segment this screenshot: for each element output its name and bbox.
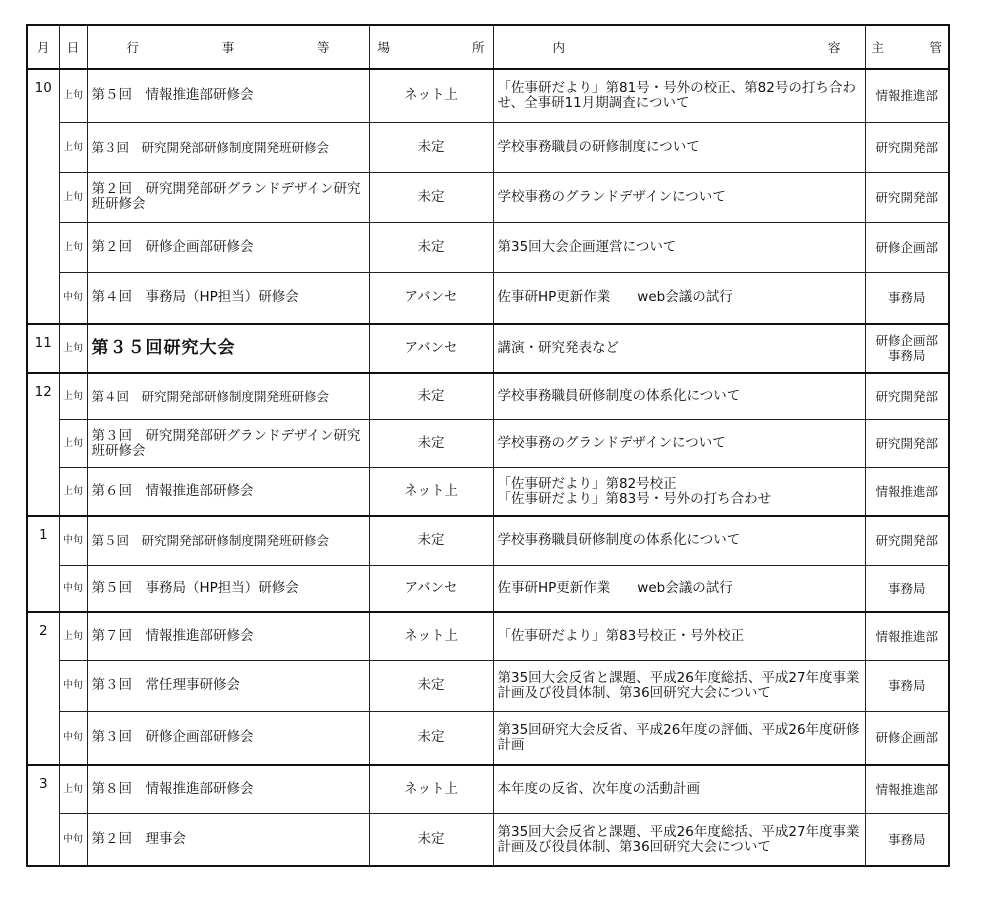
event-cell: 第４回 研究開発部研修制度開発班研修会 <box>87 373 369 420</box>
org-cell: 研修企画部 事務局 <box>865 324 949 373</box>
org-cell: 研修企画部 <box>865 712 949 765</box>
place-cell: 未定 <box>369 172 493 222</box>
day-cell: 上旬 <box>59 765 87 814</box>
content-cell: 学校事務職員の研修制度について <box>493 122 865 172</box>
content-cell: 学校事務職員研修制度の体系化について <box>493 516 865 565</box>
content-cell: 第35回大会反省と課題、平成26年度総括、平成27年度事業計画及び役員体制、第36回研究大会について <box>493 814 865 866</box>
content-cell: 第35回大会企画運営について <box>493 222 865 272</box>
event-cell: 第８回 情報推進部研修会 <box>87 765 369 814</box>
month-cell: 3 <box>27 765 59 866</box>
month-cell: 2 <box>27 612 59 764</box>
day-cell: 上旬 <box>59 324 87 373</box>
event-cell: 第６回 情報推進部研修会 <box>87 468 369 516</box>
place-cell: アバンセ <box>369 565 493 612</box>
org-cell: 事務局 <box>865 660 949 711</box>
day-cell: 中旬 <box>59 565 87 612</box>
org-cell: 研究開発部 <box>865 122 949 172</box>
content-cell: 「佐事研だより」第81号・号外の校正、第82号の打ち合わせ、全事研11月期調査について <box>493 69 865 122</box>
table-row <box>27 373 949 420</box>
table-row <box>27 273 949 324</box>
place-cell: 未定 <box>369 373 493 420</box>
table-row <box>27 324 949 373</box>
content-cell: 「佐事研だより」第83号校正・号外校正 <box>493 612 865 660</box>
day-cell: 上旬 <box>59 222 87 272</box>
org-cell: 情報推進部 <box>865 612 949 660</box>
table-row <box>27 69 949 122</box>
day-cell: 中旬 <box>59 273 87 324</box>
place-cell: ネット上 <box>369 468 493 516</box>
event-cell: 第２回 研修企画部研修会 <box>87 222 369 272</box>
content-cell: 佐事研HP更新作業 web会議の試行 <box>493 565 865 612</box>
content-cell: 学校事務のグランドデザインについて <box>493 172 865 222</box>
header-day: 日 <box>59 25 87 69</box>
place-cell: アバンセ <box>369 273 493 324</box>
day-cell: 上旬 <box>59 612 87 660</box>
table-row <box>27 612 949 660</box>
place-cell: 未定 <box>369 660 493 711</box>
day-cell: 中旬 <box>59 814 87 866</box>
event-cell: 第３回 研究開発部研グランドデザイン研究班研修会 <box>87 420 369 468</box>
content-cell: 講演・研究発表など <box>493 324 865 373</box>
table-row <box>27 420 949 468</box>
month-cell: 12 <box>27 373 59 516</box>
day-cell: 中旬 <box>59 660 87 711</box>
day-cell: 中旬 <box>59 712 87 765</box>
place-cell: 未定 <box>369 712 493 765</box>
event-cell: 第２回 研究開発部研グランドデザイン研究班研修会 <box>87 172 369 222</box>
org-cell: 事務局 <box>865 273 949 324</box>
header-row <box>27 25 949 69</box>
table-row <box>27 814 949 866</box>
org-cell: 情報推進部 <box>865 69 949 122</box>
event-cell: 第３回 研修企画部研修会 <box>87 712 369 765</box>
org-cell: 研究開発部 <box>865 172 949 222</box>
org-cell: 事務局 <box>865 814 949 866</box>
header-month: 月 <box>27 25 59 69</box>
table-row <box>27 712 949 765</box>
event-cell: 第２回 理事会 <box>87 814 369 866</box>
table-row <box>27 172 949 222</box>
header-event: 行 事 等 <box>87 25 369 69</box>
place-cell: ネット上 <box>369 612 493 660</box>
month-cell: 1 <box>27 516 59 612</box>
header-place: 場 所 <box>369 25 493 69</box>
event-cell: 第７回 情報推進部研修会 <box>87 612 369 660</box>
header-content: 内 容 <box>493 25 865 69</box>
place-cell: アバンセ <box>369 324 493 373</box>
content-cell: 「佐事研だより」第82号校正 「佐事研だより」第83号・号外の打ち合わせ <box>493 468 865 516</box>
month-cell: 10 <box>27 69 59 324</box>
table-row <box>27 468 949 516</box>
org-cell: 情報推進部 <box>865 468 949 516</box>
content-cell: 第35回大会反省と課題、平成26年度総括、平成27年度事業計画及び役員体制、第36回研究大会について <box>493 660 865 711</box>
content-cell: 学校事務職員研修制度の体系化について <box>493 373 865 420</box>
place-cell: 未定 <box>369 122 493 172</box>
place-cell: 未定 <box>369 516 493 565</box>
table-row <box>27 660 949 711</box>
content-cell: 佐事研HP更新作業 web会議の試行 <box>493 273 865 324</box>
org-cell: 研修企画部 <box>865 222 949 272</box>
org-cell: 研究開発部 <box>865 420 949 468</box>
table-row <box>27 565 949 612</box>
content-cell: 本年度の反省、次年度の活動計画 <box>493 765 865 814</box>
month-cell: 11 <box>27 324 59 373</box>
day-cell: 上旬 <box>59 172 87 222</box>
day-cell: 上旬 <box>59 122 87 172</box>
schedule-table <box>26 24 950 867</box>
content-cell: 第35回研究大会反省、平成26年度の評価、平成26年度研修計画 <box>493 712 865 765</box>
org-cell: 事務局 <box>865 565 949 612</box>
day-cell: 上旬 <box>59 468 87 516</box>
table-row <box>27 222 949 272</box>
event-cell: 第５回 研究開発部研修制度開発班研修会 <box>87 516 369 565</box>
place-cell: ネット上 <box>369 69 493 122</box>
table-row <box>27 122 949 172</box>
day-cell: 中旬 <box>59 516 87 565</box>
event-cell: 第４回 事務局（HP担当）研修会 <box>87 273 369 324</box>
day-cell: 上旬 <box>59 373 87 420</box>
event-cell: 第３５回研究大会 <box>87 324 369 373</box>
event-cell: 第５回 情報推進部研修会 <box>87 69 369 122</box>
place-cell: ネット上 <box>369 765 493 814</box>
table-row <box>27 765 949 814</box>
org-cell: 研究開発部 <box>865 373 949 420</box>
event-cell: 第３回 研究開発部研修制度開発班研修会 <box>87 122 369 172</box>
header-org: 主 管 <box>865 25 949 69</box>
place-cell: 未定 <box>369 420 493 468</box>
place-cell: 未定 <box>369 222 493 272</box>
day-cell: 上旬 <box>59 69 87 122</box>
place-cell: 未定 <box>369 814 493 866</box>
org-cell: 研究開発部 <box>865 516 949 565</box>
org-cell: 情報推進部 <box>865 765 949 814</box>
event-cell: 第５回 事務局（HP担当）研修会 <box>87 565 369 612</box>
content-cell: 学校事務のグランドデザインについて <box>493 420 865 468</box>
day-cell: 上旬 <box>59 420 87 468</box>
table-row <box>27 516 949 565</box>
event-cell: 第３回 常任理事研修会 <box>87 660 369 711</box>
